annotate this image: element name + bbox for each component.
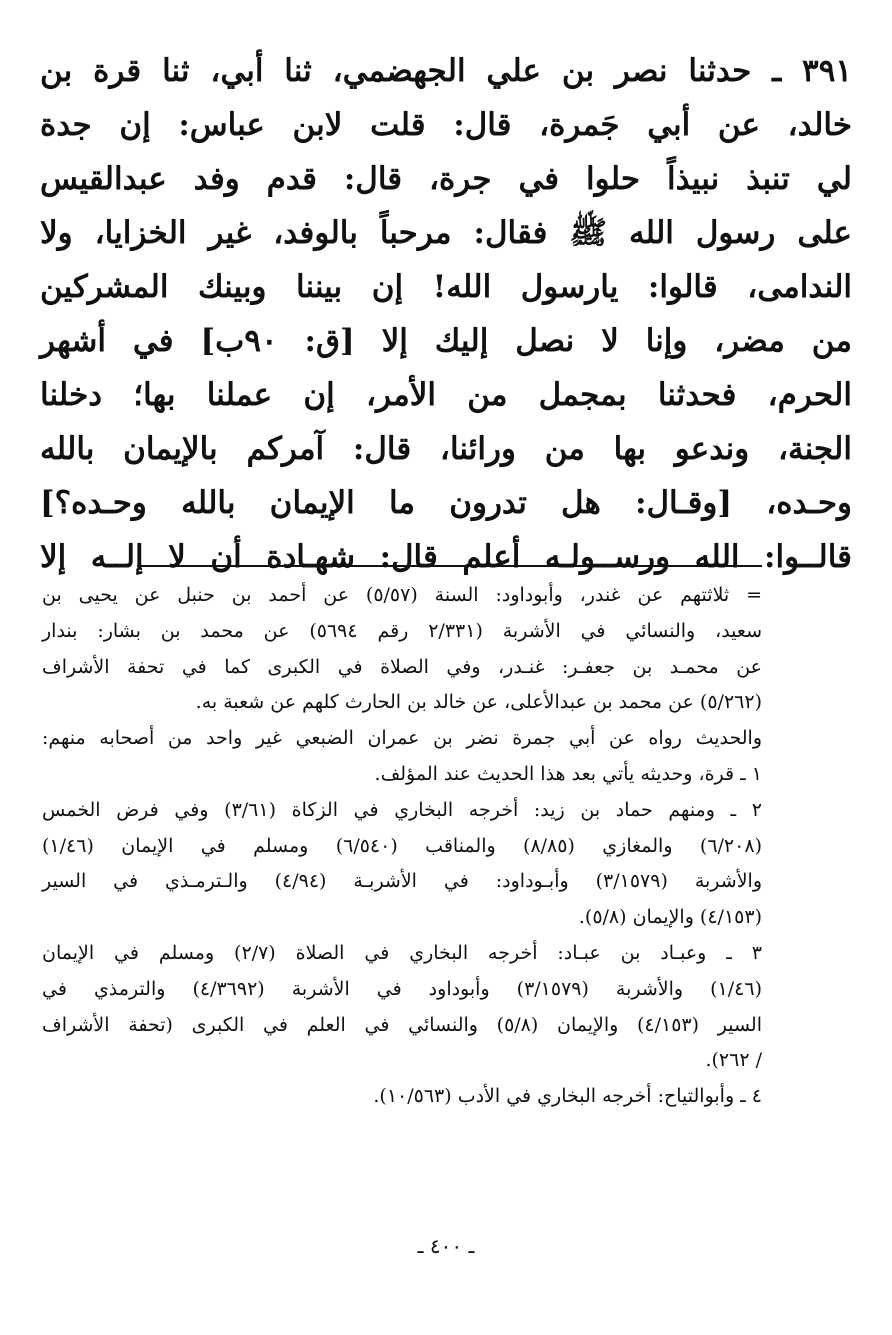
main-text-line-3: لي تنبذ نبيذاً حلوا في جرة، قال: قدم وفد عبدالقيس [40, 161, 852, 197]
footnote-line-2: سعيد، والنسائي في الأشربة (٢/٣٣١ رقم ٥٦٩٤) عن محمد بن بشار: بندار [42, 619, 763, 642]
main-text-line-7: الحرم، فحدثنا بمجمل من الأمر، إن عملنا بها؛ دخلنا [40, 377, 852, 413]
main-text-line-4: على رسول الله ﷺ فقال: مرحباً بالوفد، غير الخزايا، ولا [40, 215, 852, 251]
footnote-line-5: والحديث رواه عن أبي جمرة نضر بن عمران الضبعي غير واحد من أصحابه منهم: [42, 727, 762, 750]
footnote-line-1: = ثلاثتهم عن غندر، وأبوداود: السنة (٥/٥٧) عن أحمد بن حنبل عن يحيى بن [42, 584, 762, 606]
footnote-line-14: / ٢٦٢). [705, 1049, 762, 1072]
footnote-line-4: (٥/٢٦٢) عن محمد بن عبدالأعلى، عن خالد بن الحارث كلهم عن شعبة به. [195, 691, 762, 714]
footnote-line-8: (٦/٢٠٨) والمغازي (٨/٨٥) والمناقب (٦/٥٤٠) ومسلم في الإيمان (١/٤٦) [42, 834, 762, 857]
footnote-line-13: السير (٤/١٥٣) والإيمان (٥/٨) والنسائي في العلم في الكبرى (تحفة الأشراف [42, 1013, 762, 1036]
page-number: ـ ٤٠٠ ـ [417, 1234, 475, 1258]
main-text-line-9: وحـده، [وقـال: هل تدرون ما الإيمان بالله وحـده؟] [40, 485, 852, 521]
main-text-line-1: ٣٩١ ـ حدثنا نصر بن علي الجهضمي، ثنا أبي، ثنا قرة بن [40, 53, 852, 89]
main-text-line-10: قالــوا: الله ورســولـه أعلم قال: شهـادة أن لا إلــه إلا [40, 539, 852, 575]
footnote-line-7: ٢ ـ ومنهم حماد بن زيد: أخرجه البخاري في الزكاة (٣/٦١) وفي فرض الخمس [42, 798, 762, 821]
footnote-line-3: عن محمـد بن جعفـر: غنـدر، وفي الصلاة في الكبرى كما في تحفة الأشراف [42, 655, 762, 678]
main-text-line-5: الندامى، قالوا: يارسول الله! إن بيننا وبينك المشركين [40, 269, 852, 305]
footnote-line-15: ٤ ـ وأبوالتياح: أخرجه البخاري في الأدب (١٠/٥٦٣). [373, 1085, 762, 1108]
footnotes [42, 578, 762, 1115]
footnote-line-6: ١ ـ قرة، وحديثه يأتي بعد هذا الحديث عند المؤلف. [374, 762, 762, 785]
footnote-line-10: (٤/١٥٣) والإيمان (٥/٨). [578, 906, 762, 929]
main-text-line-6: من مضر، وإنا لا نصل إليك إلا [ق: ٩٠ب] في أشهر [40, 323, 852, 359]
footnote-line-11: ٣ ـ وعبـاد بن عبـاد: أخرجه البخاري في الصلاة (٢/٧) ومسلم في الإيمان [42, 941, 762, 964]
footnote-line-9: والأشربة (٣/١٥٧٩) وأبـوداود: في الأشربـة (٤/٩٤) والـترمـذي في السير [42, 870, 762, 893]
main-text-line-2: خالد، عن أبي جَمرة، قال: قلت لابن عباس: إن جدة [40, 107, 852, 143]
footnote-divider [137, 565, 762, 567]
footnote-line-12: (١/٤٦) والأشربة (٣/١٥٧٩) وأبوداود في الأشربة (٤/٣٦٩٢) والترمذي في [42, 977, 762, 1000]
main-text-line-8: الجنة، وندعو بها من ورائنا، قال: آمركم بالإيمان بالله [40, 431, 852, 467]
hadith-main-text [40, 44, 852, 584]
